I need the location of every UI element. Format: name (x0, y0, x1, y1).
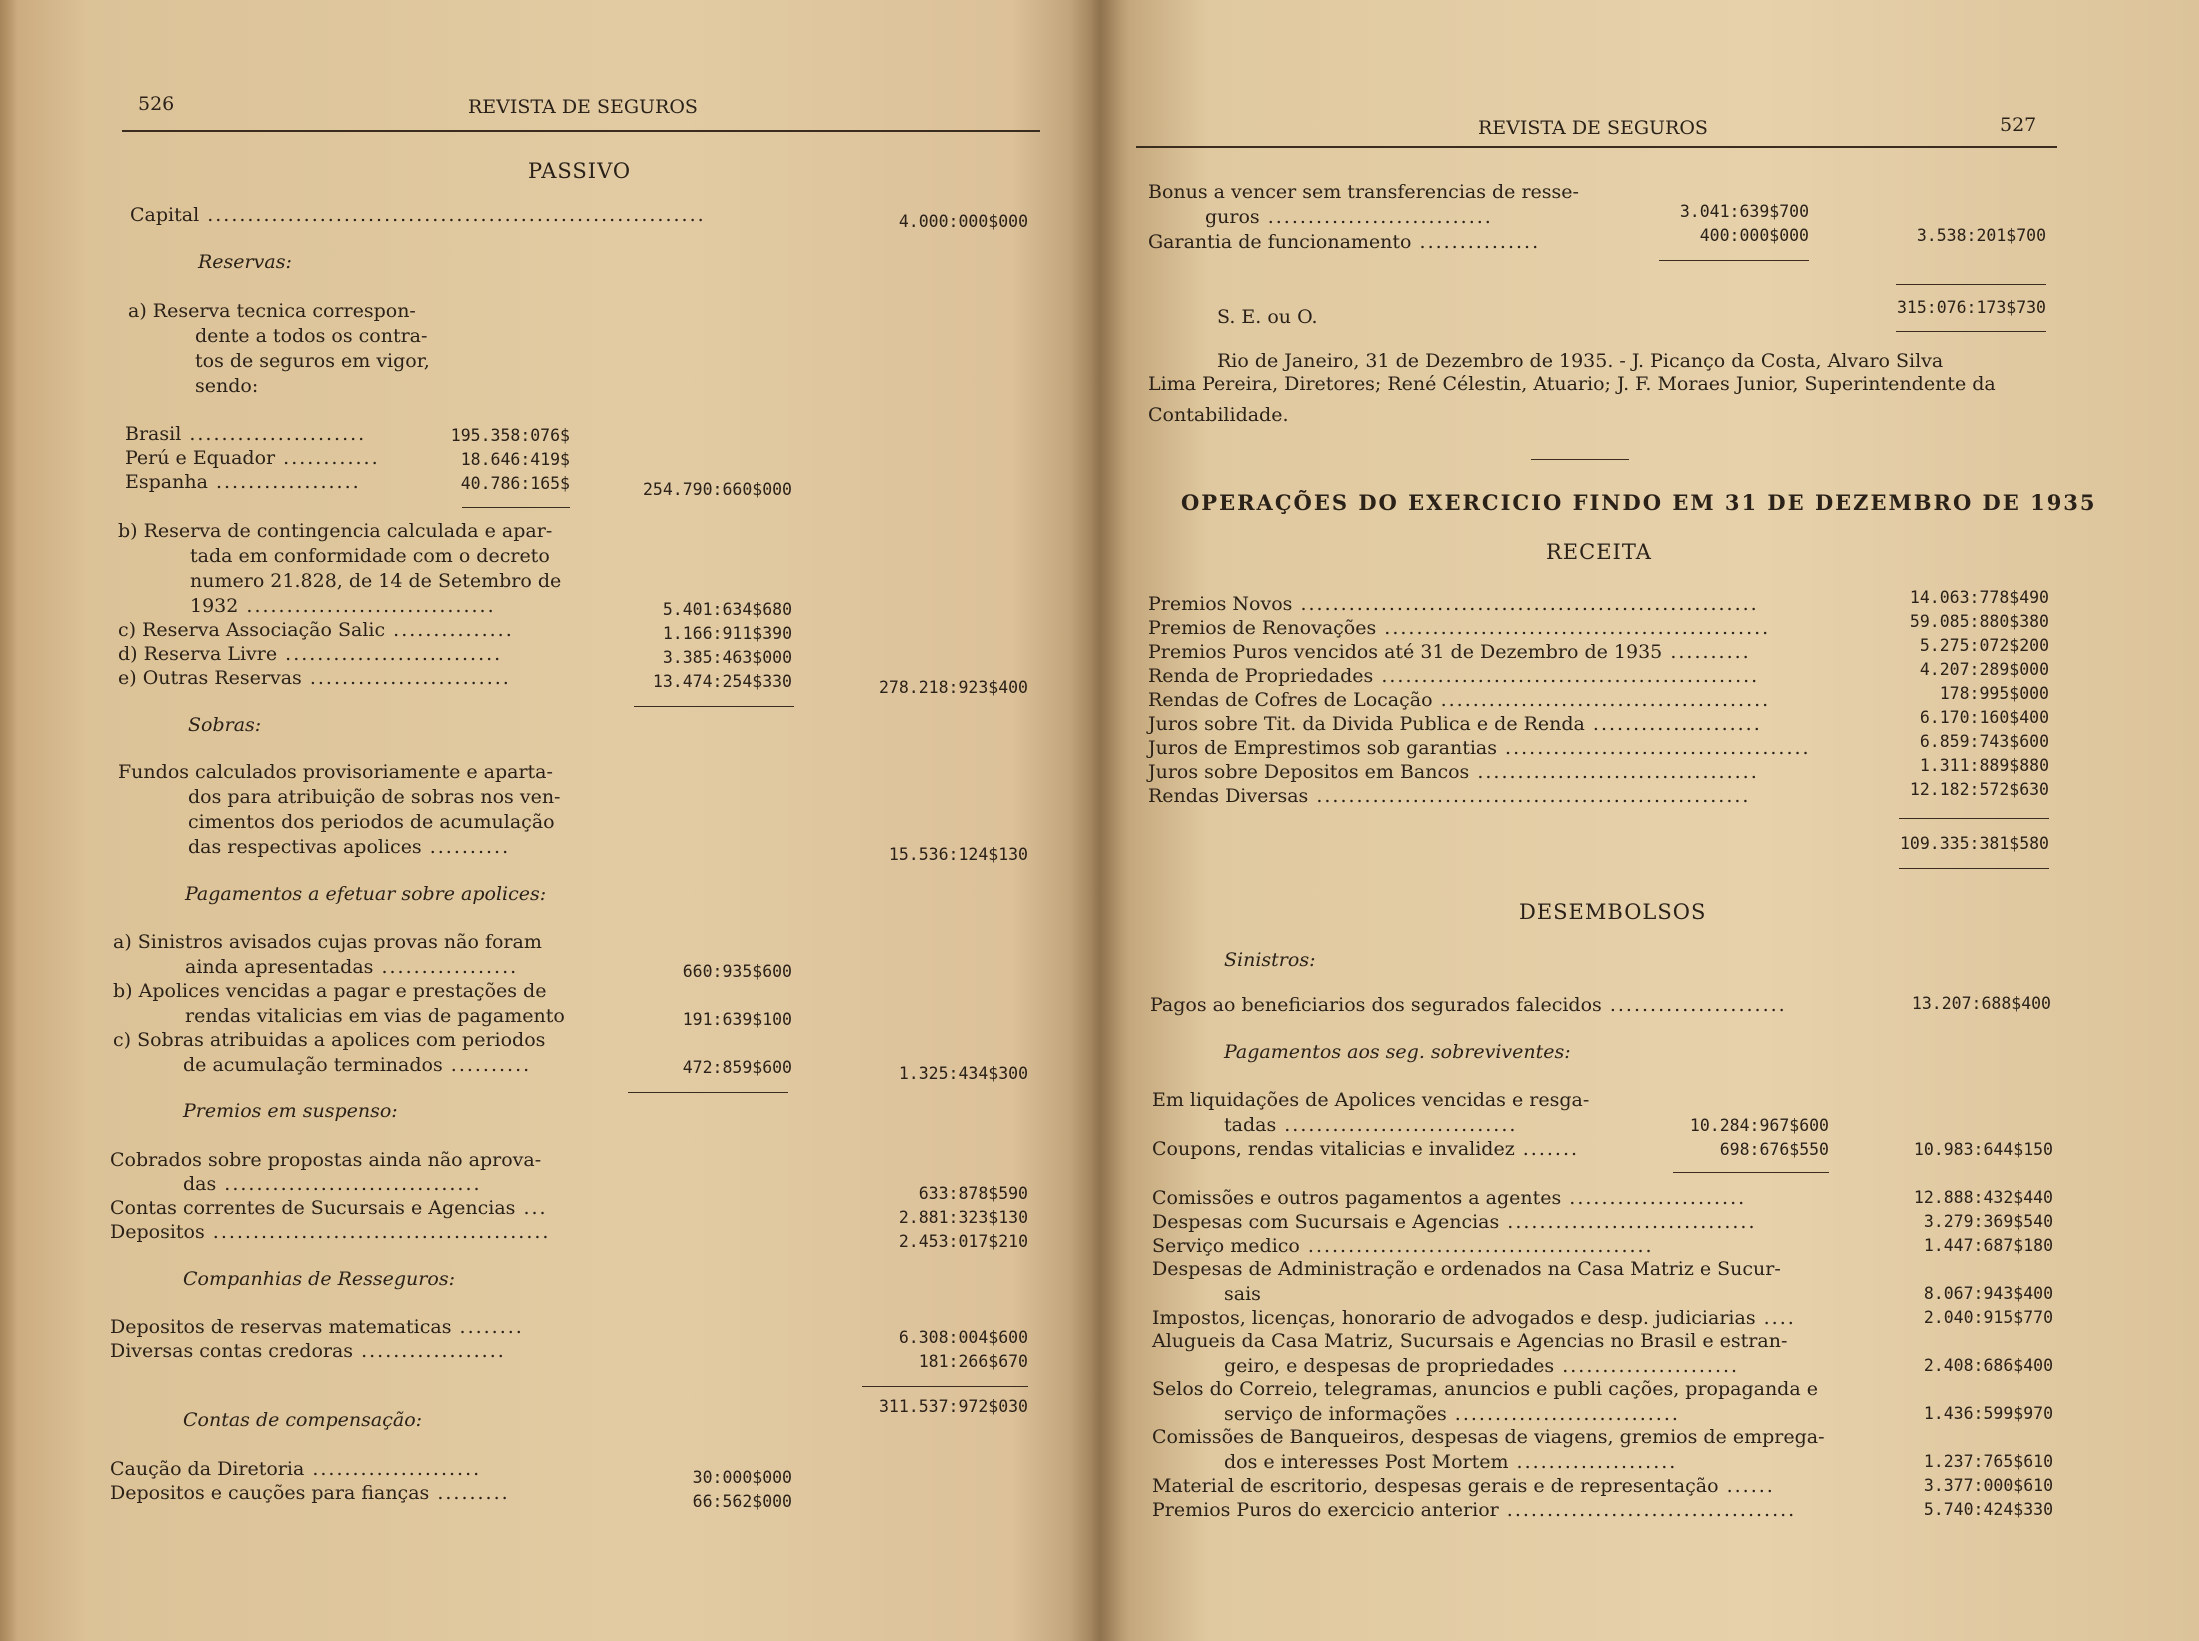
total-rule (1896, 331, 2046, 332)
reserva-e: e) Outras Reservas ......................... (118, 667, 511, 689)
signature-line-2: Lima Pereira, Diretores; René Célestin, Atuario; J. F. Moraes Junior, Superintendente da (1148, 373, 1996, 395)
receita-value: 178:995$000 (1939, 684, 2049, 703)
diversas-contas-value: 181:266$670 (918, 1352, 1028, 1371)
signature-line-3: Contabilidade. (1148, 404, 1289, 426)
receita-value: 59.085:880$380 (1909, 612, 2049, 631)
reserva-c-value: 1.166:911$390 (662, 624, 792, 643)
capital-label: Capital .............................................................. (130, 204, 706, 226)
desp-admin-line-1: Despesas de Administração e ordenados na Casa Matriz e Sucur- (1152, 1258, 1781, 1280)
liquidacoes-line-1: Em liquidações de Apolices vencidas e resga- (1152, 1089, 1590, 1111)
premios-puros-anterior-value: 5.740:424$330 (1923, 1500, 2053, 1519)
reservas-heading: Reservas: (198, 251, 292, 273)
comissoes-value: 12.888:432$440 (1913, 1188, 2053, 1207)
desp-admin-line-2: sais (1224, 1283, 1261, 1305)
selos-value: 1.436:599$970 (1923, 1404, 2053, 1423)
reserva-a-sum: 254.790:660$000 (642, 480, 792, 499)
desembolsos-title: DESEMBOLSOS (1519, 900, 1707, 924)
sobras-line-1: Fundos calculados provisoriamente e aparta- (118, 761, 553, 783)
receita-title: RECEITA (1546, 540, 1652, 564)
desp-admin-value: 8.067:943$400 (1923, 1284, 2053, 1303)
reserva-a-line-3: tos de seguros em vigor, (195, 350, 430, 372)
despesas-sucursais-value: 3.279:369$540 (1923, 1212, 2053, 1231)
receita-value: 14.063:778$490 (1909, 588, 2049, 607)
material-label: Material de escritorio, despesas gerais e de representação ...... (1152, 1475, 1775, 1497)
pagos-label: Pagos ao beneficiarios dos segurados falecidos ...................... (1150, 994, 1787, 1016)
receita-value: 6.859:743$600 (1919, 732, 2049, 751)
coupons-value: 698:676$550 (1719, 1140, 1829, 1159)
reserva-b-line-3: numero 21.828, de 14 de Setembro de (190, 570, 562, 592)
subtotal-rule (634, 706, 794, 707)
pagamentos-heading: Pagamentos a efetuar sobre apolices: (185, 883, 547, 905)
receita-value: 4.207:289$000 (1919, 660, 2049, 679)
garantia-value: 400:000$000 (1699, 226, 1809, 245)
seo-label: S. E. ou O. (1217, 306, 1318, 328)
comissoes-label: Comissões e outros pagamentos a agentes ...................... (1152, 1187, 1747, 1209)
receita-item: Premios de Renovações ................................................ (1148, 617, 1771, 639)
impostos-label: Impostos, licenças, honorario de advogados e desp. judiciarias .... (1152, 1307, 1796, 1329)
despesas-sucursais-label: Despesas com Sucursais e Agencias ............................... (1152, 1211, 1757, 1233)
comissoes-banq-line-2: dos e interesses Post Mortem .................... (1224, 1451, 1678, 1473)
receita-value: 5.275:072$200 (1919, 636, 2049, 655)
page-number: 527 (2000, 114, 2037, 136)
pag-a-line-2: ainda apresentadas ................. (185, 956, 519, 978)
reserva-c: c) Reserva Associação Salic ............... (118, 619, 514, 641)
operacoes-title: OPERAÇÕES DO EXERCICIO FINDO EM 31 DE DEZEMBRO DE 1935 (1181, 490, 2097, 515)
subtotal-rule (628, 1092, 788, 1093)
header-rule (122, 130, 1040, 132)
subtotal-rule (1659, 260, 1809, 261)
receita-value: 6.170:160$400 (1919, 708, 2049, 727)
reserva-a-item: Espanha .................. (125, 471, 361, 493)
subtotal-rule (462, 507, 570, 508)
receita-total: 109.335:381$580 (1899, 834, 2049, 853)
cobrados-value: 633:878$590 (918, 1184, 1028, 1203)
garantia: Garantia de funcionamento ............... (1148, 231, 1541, 253)
pag-sobrev-heading: Pagamentos aos seg. sobreviventes: (1224, 1041, 1571, 1063)
depositos-value: 2.453:017$210 (898, 1232, 1028, 1251)
depositos-caucoes: Depositos e cauções para fianças ......... (110, 1482, 510, 1504)
depositos-caucoes-value: 66:562$000 (692, 1492, 792, 1511)
receita-value: 1.311:889$880 (1919, 756, 2049, 775)
receita-item: Juros de Emprestimos sob garantias ...................................... (1148, 737, 1811, 759)
material-value: 3.377:000$610 (1923, 1476, 2053, 1495)
sobras-line-3: cimentos dos periodos de acumulação (188, 811, 555, 833)
diversas-contas: Diversas contas credoras .................. (110, 1340, 506, 1362)
receita-item: Rendas de Cofres de Locação ......................................... (1148, 689, 1771, 711)
sinistros-heading: Sinistros: (1224, 949, 1316, 971)
receita-item: Juros sobre Tit. da Divida Publica e de Renda ..................... (1148, 713, 1762, 735)
sobras-line-2: dos para atribuição de sobras nos ven- (188, 786, 561, 808)
alugueis-value: 2.408:686$400 (1923, 1356, 2053, 1375)
contas-correntes: Contas correntes de Sucursais e Agencias ... (110, 1197, 548, 1219)
contas-correntes-value: 2.881:323$130 (898, 1208, 1028, 1227)
sobras-total: 15.536:124$130 (888, 845, 1028, 864)
reserva-a-item: Brasil ...................... (125, 423, 367, 445)
liquidacoes-line-2: tadas ............................. (1224, 1114, 1518, 1136)
alugueis-line-1: Alugueis da Casa Matriz, Sucursais e Agencias no Brasil e estran- (1152, 1330, 1788, 1352)
pag-a-value: 660:935$600 (682, 962, 792, 981)
comissoes-banq-line-1: Comissões de Banqueiros, despesas de viagens, gremios de emprega- (1152, 1426, 1825, 1448)
bonus-total: 3.538:201$700 (1916, 226, 2046, 245)
separator-rule (1531, 459, 1629, 460)
servico-medico-value: 1.447:687$180 (1923, 1236, 2053, 1255)
dep-reservas-value: 6.308:004$600 (898, 1328, 1028, 1347)
sobras-heading: Sobras: (188, 714, 262, 736)
signature-line-1: Rio de Janeiro, 31 de Dezembro de 1935. - J. Picanço da Costa, Alvaro Silva (1217, 350, 1944, 372)
cobrados-line-2: das ................................ (183, 1173, 482, 1195)
capital-total: 4.000:000$000 (898, 212, 1028, 231)
pag-b-line-1: b) Apolices vencidas a pagar e prestações de (113, 980, 547, 1002)
alugueis-line-2: geiro, e despesas de propriedades ...................... (1224, 1355, 1740, 1377)
bonus-value: 3.041:639$700 (1679, 202, 1809, 221)
reservas-total: 278.218:923$400 (878, 678, 1028, 697)
total-rule (862, 1386, 1028, 1387)
reserva-a-line-1: a) Reserva tecnica correspon- (128, 300, 416, 322)
caucao: Caução da Diretoria ..................... (110, 1458, 482, 1480)
dep-reservas: Depositos de reservas matematicas ........ (110, 1316, 524, 1338)
reserva-a-line-2: dente a todos os contra- (195, 325, 428, 347)
servico-medico-label: Serviço medico ........................................... (1152, 1235, 1654, 1257)
pag-a-line-1: a) Sinistros avisados cujas provas não foram (113, 931, 542, 953)
compensacao-heading: Contas de compensação: (183, 1409, 423, 1431)
selos-line-1: Selos do Correio, telegramas, anuncios e publi cações, propaganda e (1152, 1378, 1818, 1400)
pagos-value: 13.207:688$400 (1911, 994, 2051, 1013)
passivo-total: 315:076:173$730 (1896, 298, 2046, 317)
caucao-value: 30:000$000 (692, 1468, 792, 1487)
premios-heading: Premios em suspenso: (183, 1100, 398, 1122)
reserva-d: d) Reserva Livre ........................... (118, 643, 503, 665)
receita-value: 12.182:572$630 (1909, 780, 2049, 799)
pag-c-line-1: c) Sobras atribuidas a apolices com periodos (113, 1029, 546, 1051)
pag-b-value: 191:639$100 (682, 1010, 792, 1029)
depositos: Depositos .......................................... (110, 1221, 551, 1243)
reserva-b-line-4: 1932 ............................... (190, 595, 496, 617)
subtotal-rule (1899, 818, 2049, 819)
running-head: REVISTA DE SEGUROS (1478, 117, 1708, 139)
companhias-heading: Companhias de Resseguros: (183, 1268, 455, 1290)
coupons-label: Coupons, rendas vitalicias e invalidez ....... (1152, 1138, 1580, 1160)
total-rule (1899, 868, 2049, 869)
premios-puros-anterior-label: Premios Puros do exercicio anterior .................................... (1152, 1499, 1797, 1521)
receita-item: Premios Puros vencidos até 31 de Dezembro de 1935 .......... (1148, 641, 1751, 663)
liquidacoes-value: 10.284:967$600 (1689, 1116, 1829, 1135)
left-page (0, 0, 1090, 1641)
reserva-d-value: 3.385:463$000 (662, 648, 792, 667)
receita-item: Renda de Propriedades ............................................... (1148, 665, 1760, 687)
reserva-b-line-1: b) Reserva de contingencia calculada e apar- (118, 520, 553, 542)
running-head: REVISTA DE SEGUROS (468, 96, 698, 118)
total-rule (1896, 284, 2046, 285)
comissoes-banq-value: 1.237:765$610 (1923, 1452, 2053, 1471)
cobrados-line-1: Cobrados sobre propostas ainda não aprova- (110, 1149, 542, 1171)
receita-item: Juros sobre Depositos em Bancos ................................... (1148, 761, 1759, 783)
bonus-line-2: guros ............................ (1205, 206, 1493, 228)
reserva-b-value: 5.401:634$680 (662, 600, 792, 619)
bonus-line-1: Bonus a vencer sem transferencias de resse- (1148, 181, 1579, 203)
reserva-b-line-2: tada em conformidade com o decreto (190, 545, 550, 567)
sobras-line-4: das respectivas apolices .......... (188, 836, 511, 858)
sobrev-total: 10.983:644$150 (1913, 1140, 2053, 1159)
reserva-e-value: 13.474:254$330 (652, 672, 792, 691)
pag-b-line-2: rendas vitalicias em vias de pagamento (185, 1005, 565, 1027)
impostos-value: 2.040:915$770 (1923, 1308, 2053, 1327)
header-rule (1136, 146, 2057, 148)
pag-c-line-2: de acumulação terminados .......... (183, 1054, 532, 1076)
receita-item: Premios Novos ......................................................... (1148, 593, 1759, 615)
pag-c-value: 472:859$600 (682, 1058, 792, 1077)
reserva-a-item-value: 18.646:419$ (460, 450, 570, 469)
reserva-a-item-value: 195.358:076$ (450, 426, 570, 445)
pagamentos-total: 1.325:434$300 (898, 1064, 1028, 1083)
page-number: 526 (138, 93, 175, 115)
reserva-a-line-4: sendo: (195, 375, 259, 397)
section-title: PASSIVO (528, 159, 632, 183)
reserva-a-item: Perú e Equador ............ (125, 447, 380, 469)
grand-total: 311.537:972$030 (878, 1397, 1028, 1416)
receita-item: Rendas Diversas ...................................................... (1148, 785, 1751, 807)
subtotal-rule (1673, 1172, 1829, 1173)
reserva-a-item-value: 40.786:165$ (460, 474, 570, 493)
selos-line-2: serviço de informações ............................ (1224, 1403, 1680, 1425)
right-page (1099, 0, 2199, 1641)
